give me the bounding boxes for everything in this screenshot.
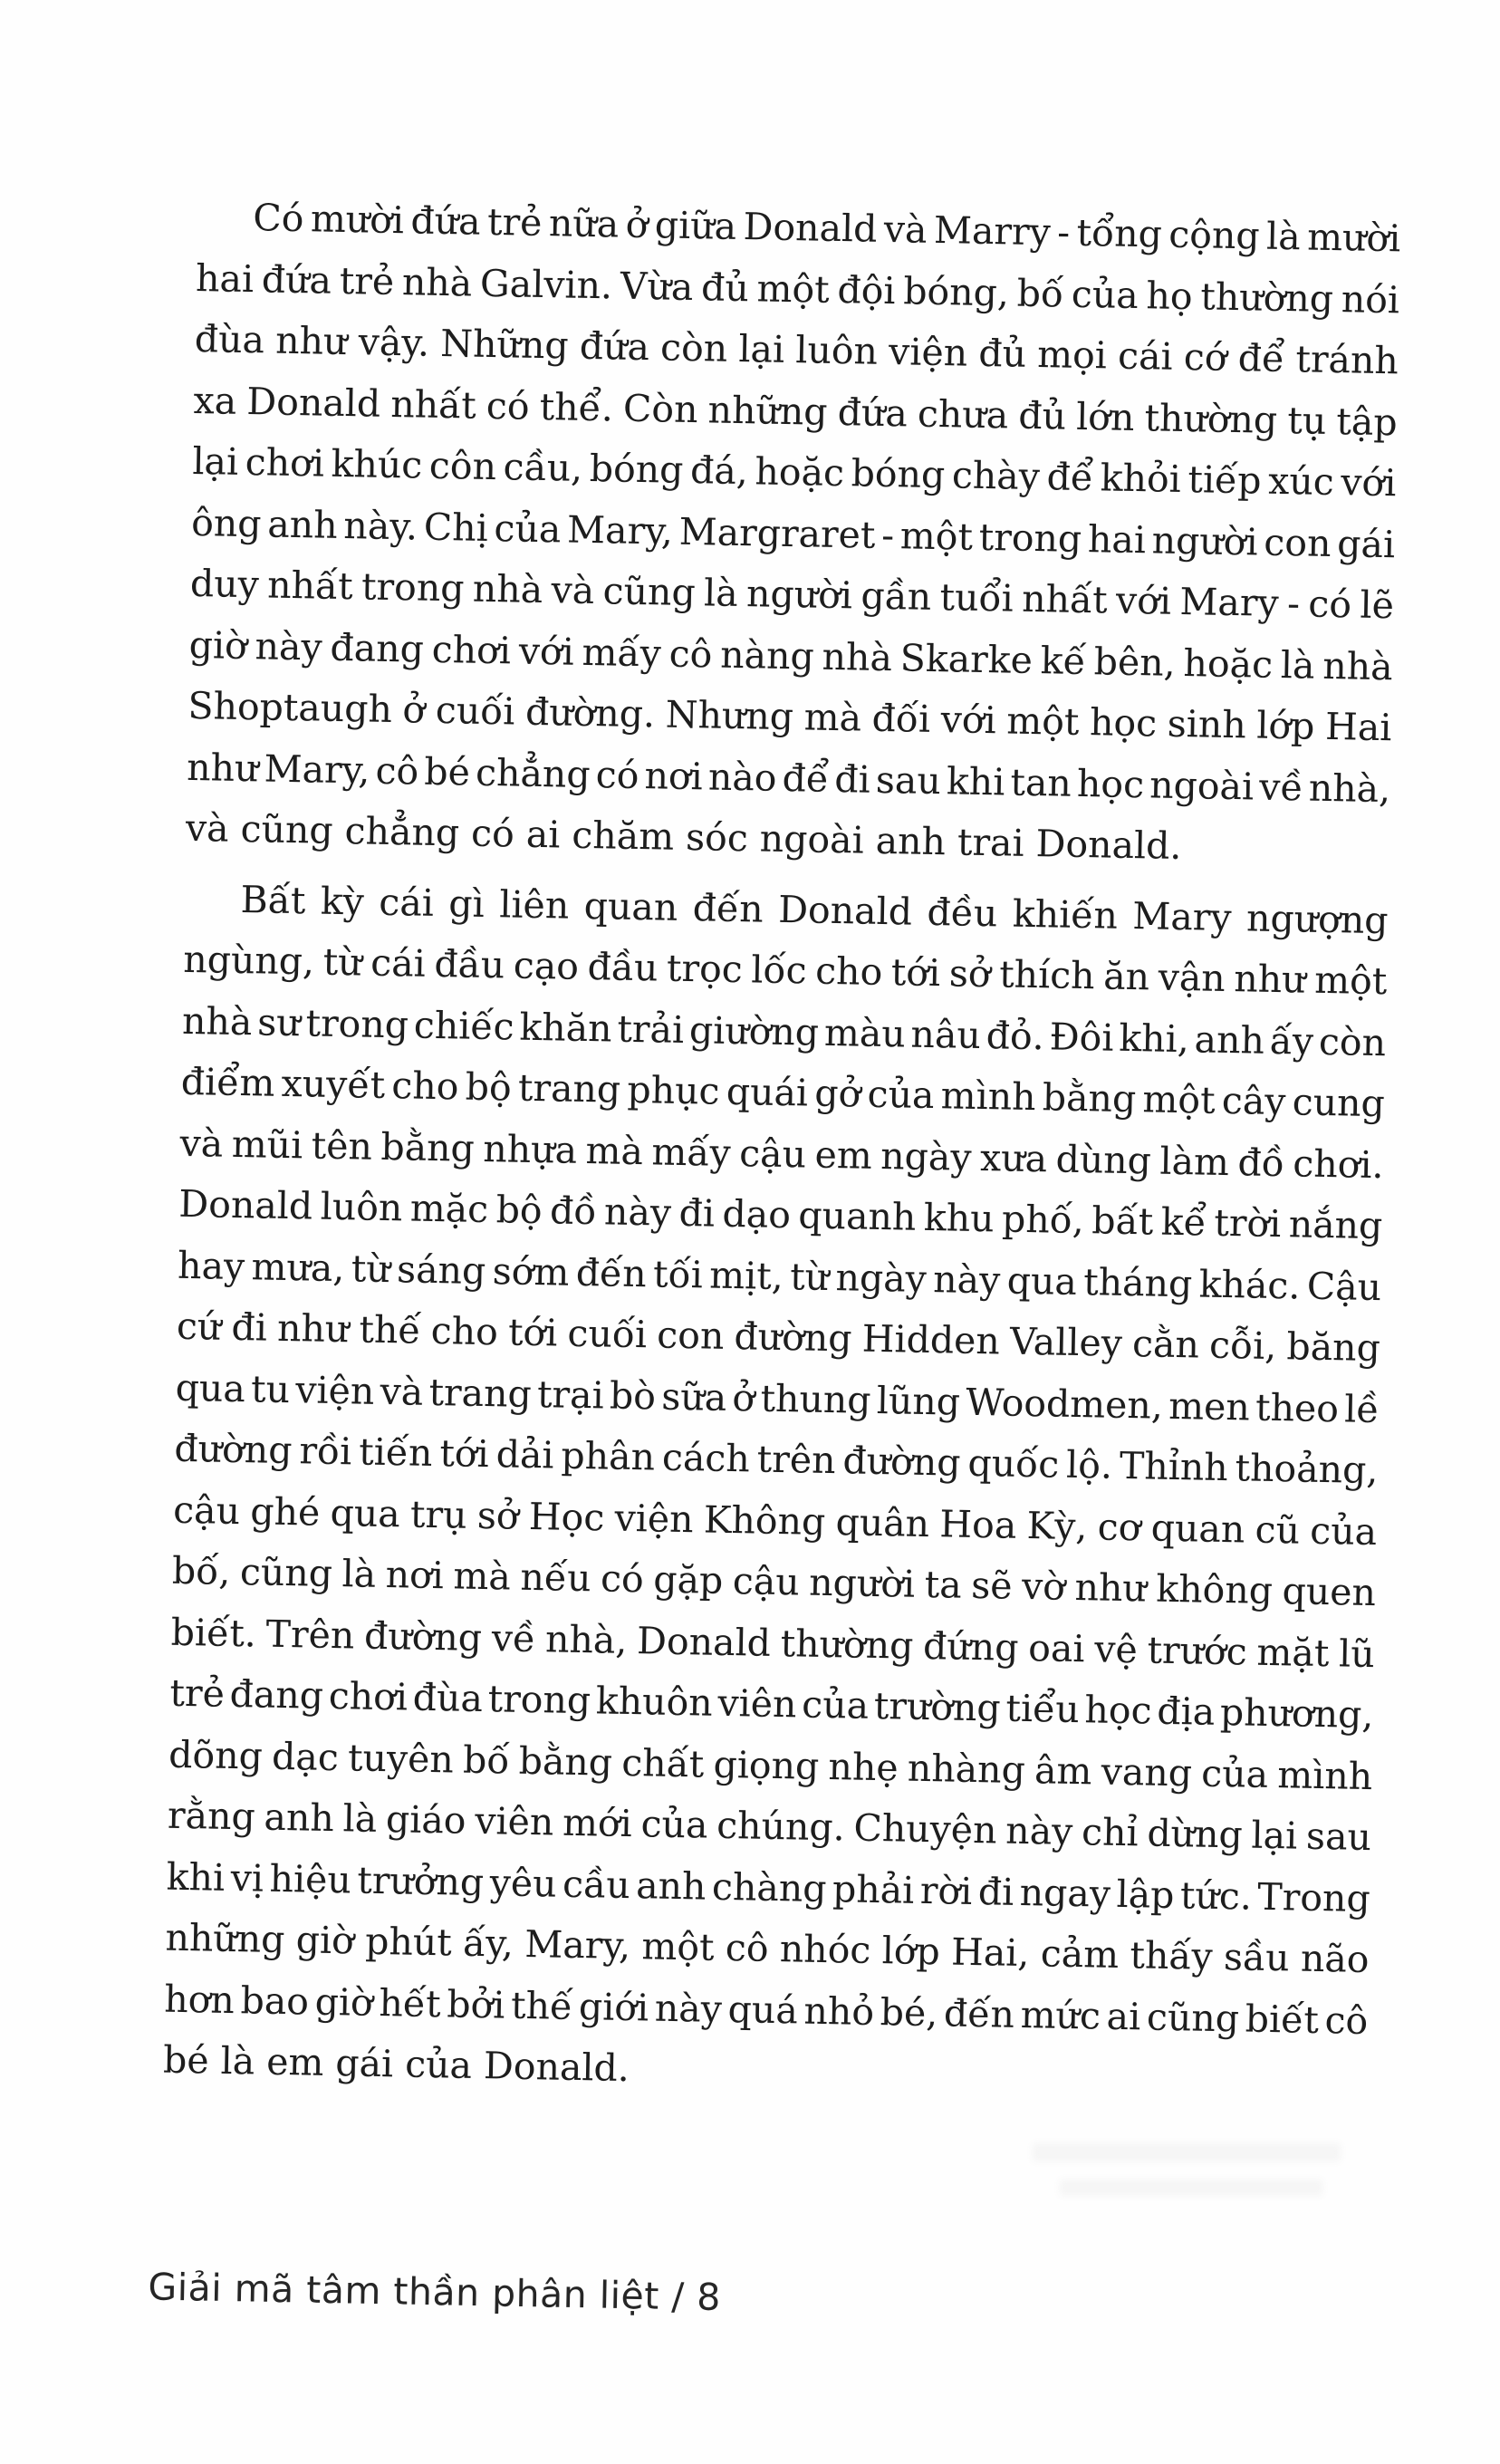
text-line: Shoptaugh ở cuối đường. Nhưng mà đối với một học sinh lớp Hai: [188, 683, 1392, 750]
text-line: nhà sư trong chiếc khăn trải giường màu nâu đỏ. Đôi khi, anh ấy còn: [181, 998, 1387, 1064]
text-line: xa Donald nhất có thể. Còn những đứa chưa đủ lớn thường tụ tập: [193, 378, 1399, 444]
text-line: đường rồi tiến tới dải phân cách trên đường quốc lộ. Thỉnh thoảng,: [174, 1426, 1379, 1493]
text-line: như Mary, cô bé chẳng có nơi nào để đi sau khi tan học ngoài về nhà,: [186, 745, 1391, 811]
text-line: Có mười đứa trẻ nữa ở giữa Donald và Marry - tổng cộng là mười: [252, 196, 1401, 261]
text-line: Donald luôn mặc bộ đồ này đi dạo quanh khu phố, bất kể trời nắng: [178, 1181, 1383, 1248]
text-line: ông anh này. Chị của Mary, Margraret - một trong hai người con gái: [190, 500, 1396, 566]
text-line: duy nhất trong nhà và cũng là người gần tuổi nhất với Mary - có lẽ: [189, 561, 1395, 628]
text-line: khi vị hiệu trưởng yêu cầu anh chàng phải rời đi ngay lập tức. Trong: [166, 1854, 1371, 1920]
text-line: cứ đi như thế cho tới cuối con đường Hidden Valley cằn cỗi, băng: [176, 1304, 1381, 1371]
text-line: Bất kỳ cái gì liên quan đến Donald đều khiến Mary ngượng: [240, 877, 1389, 942]
paragraph: [162, 868, 1389, 2113]
text-line: dõng dạc tuyên bố bằng chất giọng nhẹ nhàng âm vang của mình: [168, 1732, 1373, 1798]
text-line: giờ này đang chơi với mấy cô nàng nhà Skarke kế bên, hoặc là nhà: [188, 622, 1394, 688]
text-block: [162, 187, 1401, 2113]
text-line: ngùng, từ cái đầu cạo đầu trọc lốc cho tới sở thích ăn vận như một: [182, 937, 1388, 1004]
text-line: hơn bao giờ hết bởi thế giới này quá nhỏ bé, đến mức ai cũng biết cô: [163, 1977, 1369, 2043]
running-title: Giải mã tâm thần phân liệt / 8: [148, 2264, 722, 2319]
text-line: qua tu viện và trang trại bò sữa ở thung lũng Woodmen, men theo lề: [175, 1365, 1380, 1431]
text-line: điểm xuyết cho bộ trang phục quái gở của mình bằng một cây cung: [180, 1059, 1386, 1126]
paragraph: [185, 187, 1401, 881]
page-content: [148, 187, 1402, 2330]
text-line: đùa như vậy. Những đứa còn lại luôn viện đủ mọi cái cớ để tránh: [194, 316, 1399, 383]
text-line: bé là em gái của Donald.: [162, 2037, 630, 2091]
text-line: rằng anh là giáo viên mới của chúng. Chuyện này chỉ dừng lại sau: [167, 1793, 1372, 1860]
text-line: hay mưa, từ sáng sớm đến tối mịt, từ ngày này qua tháng khác. Cậu: [177, 1243, 1382, 1309]
text-line: những giờ phút ấy, Mary, một cô nhóc lớp Hai, cảm thấy sầu não: [165, 1915, 1370, 1982]
text-line: hai đứa trẻ nhà Galvin. Vừa đủ một đội bóng, bố của họ thường nói: [195, 255, 1400, 322]
text-line: và cũng chẳng có ai chăm sóc ngoài anh trai Donald.: [185, 805, 1182, 869]
text-line: biết. Trên đường về nhà, Donald thường đứng oai vệ trước mặt lũ: [170, 1610, 1376, 1676]
text-line: bố, cũng là nơi mà nếu có gặp cậu người ta sẽ vờ như không quen: [171, 1548, 1377, 1615]
page-footer: [148, 2265, 1364, 2331]
text-line: lại chơi khúc côn cầu, bóng đá, hoặc bóng chày để khỏi tiếp xúc với: [192, 438, 1397, 505]
text-line: trẻ đang chơi đùa trong khuôn viên của trường tiểu học địa phương,: [169, 1670, 1374, 1737]
text-line: cậu ghé qua trụ sở Học viện Không quân Hoa Kỳ, cơ quan cũ của: [172, 1487, 1378, 1554]
text-line: và mũi tên bằng nhựa mà mấy cậu em ngày xưa dùng làm đồ chơi.: [179, 1121, 1384, 1187]
